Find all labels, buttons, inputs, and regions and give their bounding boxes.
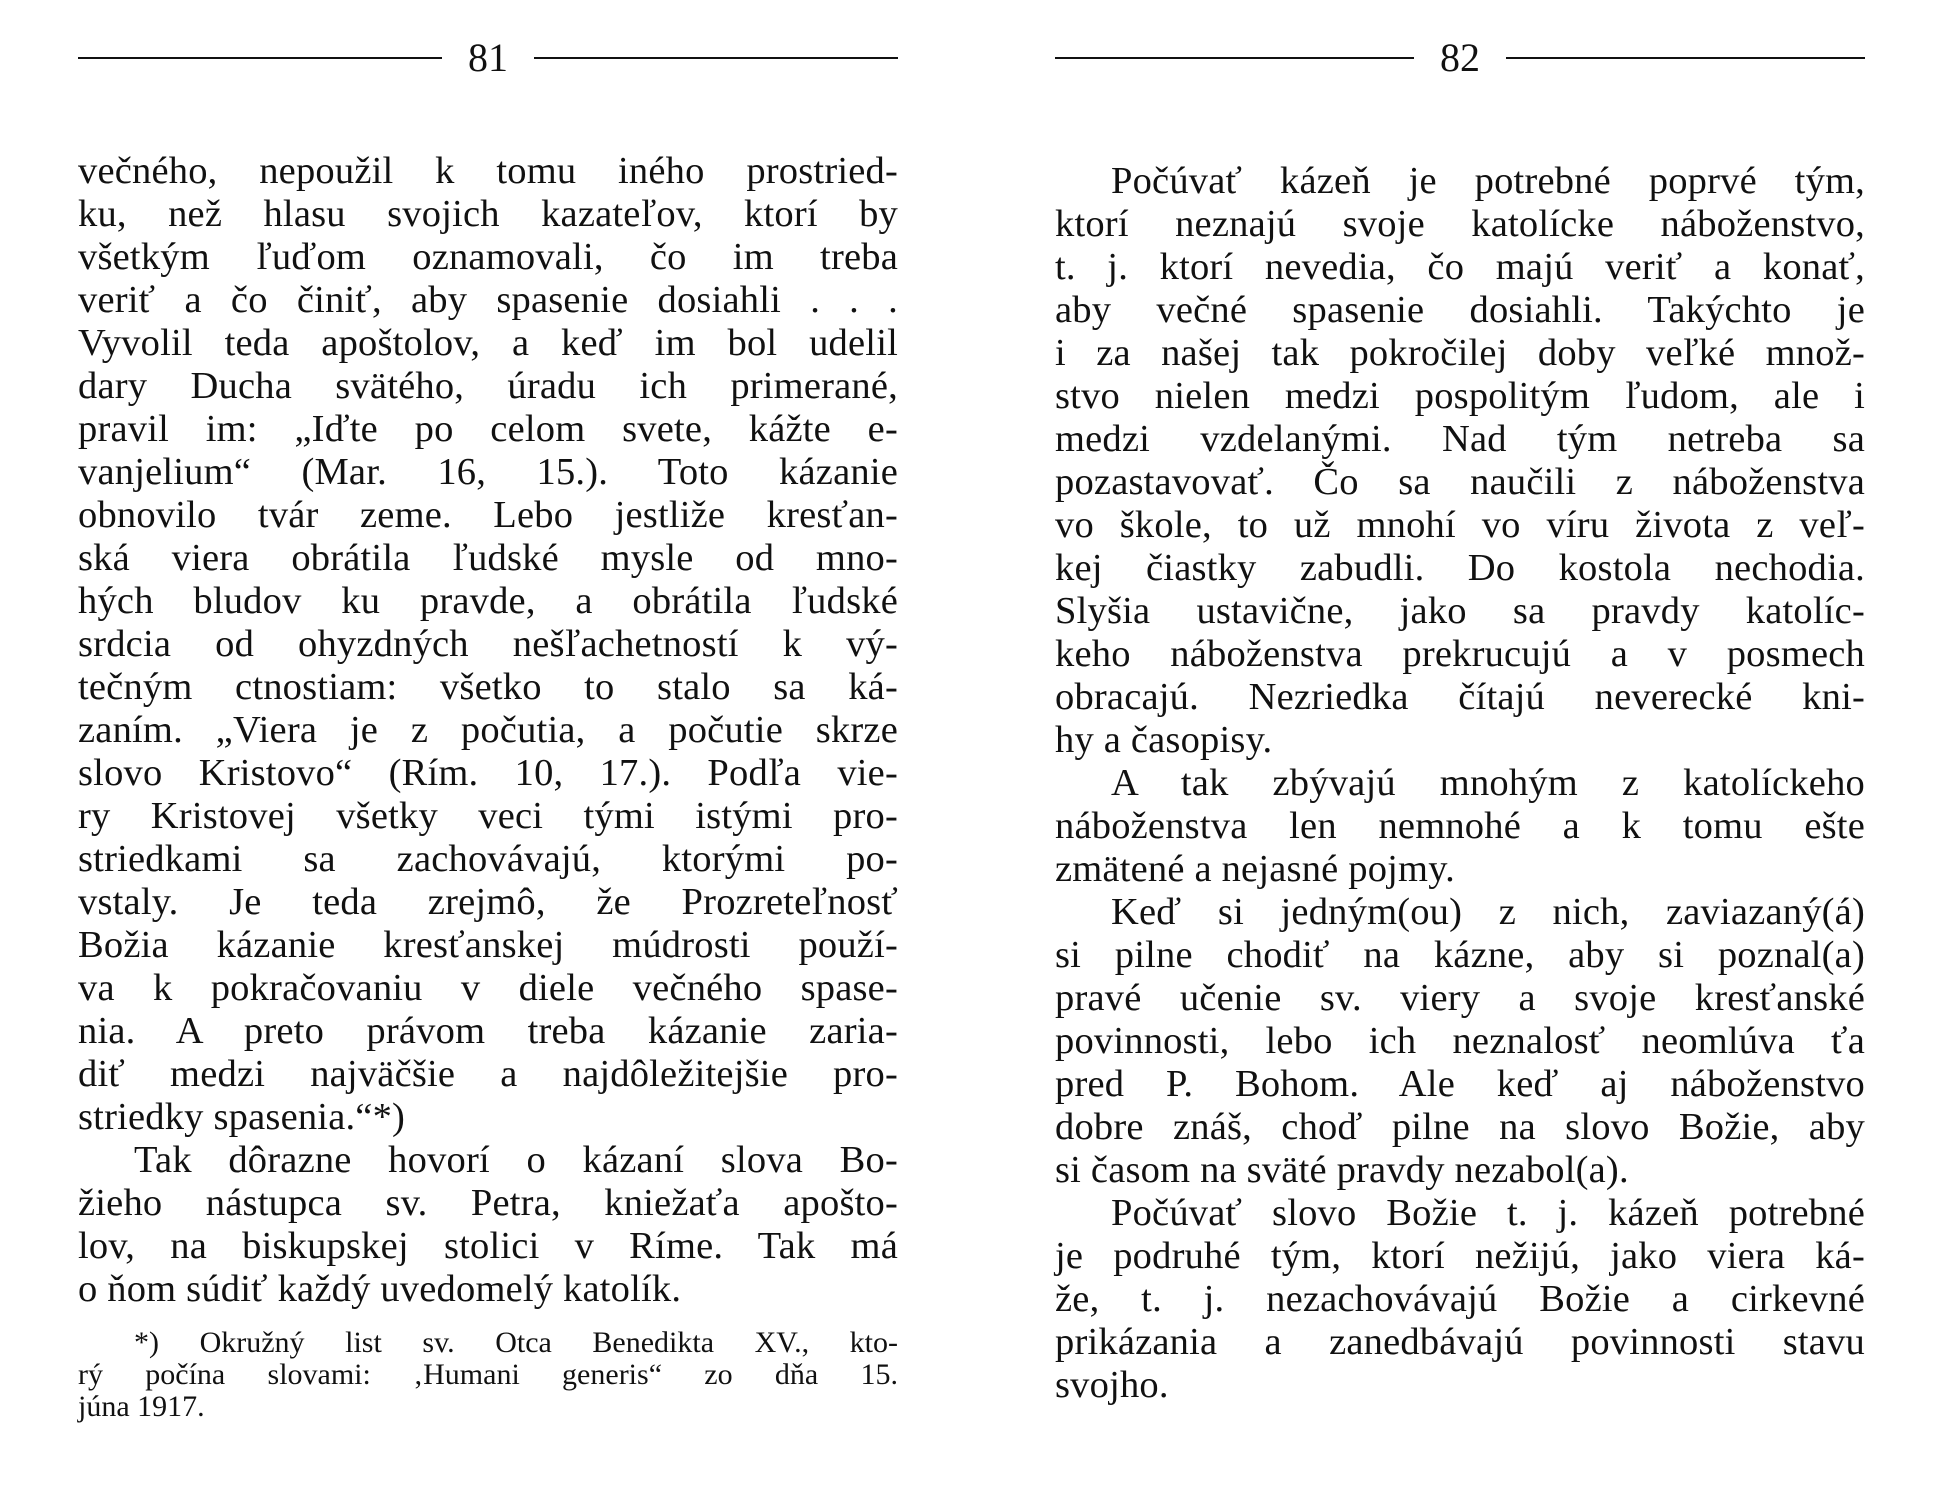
text-line: keho náboženstva prekrucujú a v posmech <box>1055 633 1865 675</box>
text-line: o ňom súdiť každý uvedomelý katolík. <box>78 1268 682 1310</box>
text-line: obracajú. Nezriedka čítajú neverecké kni- <box>1055 676 1865 718</box>
text-line: zmätené a nejasné pojmy. <box>1055 848 1455 890</box>
footnote <box>78 1327 898 1423</box>
text-line: kej čiastky zabudli. Do kostola nechodia. <box>1055 547 1865 589</box>
text-line: va k pokračovaniu v diele večného spase- <box>78 967 898 1009</box>
text-line: ku, než hlasu svojich kazateľov, ktorí by <box>78 193 898 235</box>
text-line: aby večné spasenie dosiahli. Takýchto je <box>1055 289 1865 331</box>
text-line: Počúvať kázeň je potrebné poprvé tým, <box>1111 160 1865 202</box>
text-line: že, t. j. nezachovávajú Božie a cirkevné <box>1055 1278 1865 1320</box>
left-page-body <box>78 150 898 1311</box>
text-line: vstaly. Je teda zrejmô, že Prozreteľnosť <box>78 881 898 923</box>
text-line: Slyšia ustavične, jako sa pravdy katolíc- <box>1055 590 1865 632</box>
text-line: slovo Kristovo“ (Rím. 10, 17.). Podľa vie- <box>78 752 898 794</box>
text-line: srdcia od ohyzdných nešľachetností k vý- <box>78 623 898 665</box>
text-line: pravé učenie sv. viery a svoje kresťanské <box>1055 977 1865 1019</box>
text-line: Tak dôrazne hovorí o kázaní slova Bo- <box>134 1139 898 1181</box>
header-rule <box>534 57 898 59</box>
text-line: žieho nástupca sv. Petra, kniežaťa apošto- <box>78 1182 898 1224</box>
text-line: t. j. ktorí nevedia, čo majú veriť a konať, <box>1055 246 1865 288</box>
text-line: povinnosti, lebo ich neznalosť neomlúva ťa <box>1055 1020 1865 1062</box>
text-line: ská viera obrátila ľudské mysle od mno- <box>78 537 898 579</box>
text-line: svojho. <box>1055 1364 1169 1406</box>
text-line: pravil im: „Iďte po celom svete, kážte e- <box>78 408 898 450</box>
text-line: i za našej tak pokročilej doby veľké množ- <box>1055 332 1865 374</box>
text-line: tečným ctnostiam: všetko to stalo sa ká- <box>78 666 898 708</box>
page-number: 81 <box>468 35 508 80</box>
text-line: vanjelium“ (Mar. 16, 15.). Toto kázanie <box>78 451 898 493</box>
text-line: si pilne chodiť na kázne, aby si poznal(a) <box>1055 934 1865 976</box>
page-number: 82 <box>1440 35 1480 80</box>
text-line: ry Kristovej všetky veci tými istými pro- <box>78 795 898 837</box>
text-line: pred P. Bohom. Ale keď aj náboženstvo <box>1055 1063 1865 1105</box>
text-line: hy a časopisy. <box>1055 719 1273 761</box>
text-line: obnovilo tvár zeme. Lebo jestliže kresťan- <box>78 494 898 536</box>
right-page-header <box>1055 28 1865 88</box>
text-line: všetkým ľuďom oznamovali, čo im treba <box>78 236 898 278</box>
text-line: A tak zbývajú mnohým z katolíckeho <box>1111 762 1865 804</box>
footnote-line: rý počína slovami: ‚Humani generis“ zo dňa 15. <box>78 1358 898 1391</box>
header-rule <box>1055 57 1414 59</box>
text-line: Počúvať slovo Božie t. j. kázeň potrebné <box>1111 1192 1865 1234</box>
left-page-header <box>78 28 898 88</box>
text-line: Keď si jedným(ou) z nich, zaviazaný(á) <box>1111 891 1865 933</box>
text-line: pozastavovať. Čo sa naučili z náboženstva <box>1055 461 1865 503</box>
header-rule <box>1506 57 1865 59</box>
text-line: dobre znáš, choď pilne na slovo Božie, aby <box>1055 1106 1865 1148</box>
text-line: veriť a čo činiť, aby spasenie dosiahli . . . <box>78 279 898 321</box>
text-line: zaním. „Viera je z počutia, a počutie skrze <box>78 709 898 751</box>
text-line: je podruhé tým, ktorí nežijú, jako viera ká- <box>1055 1235 1865 1277</box>
text-line: ktorí neznajú svoje katolícke náboženstvo, <box>1055 203 1865 245</box>
text-line: Vyvolil teda apoštolov, a keď im bol udelil <box>78 322 898 364</box>
text-line: večného, nepoužil k tomu iného prostried- <box>78 150 898 192</box>
text-line: hých bludov ku pravde, a obrátila ľudské <box>78 580 898 622</box>
text-line: si časom na sväté pravdy nezabol(a). <box>1055 1149 1629 1191</box>
text-line: Božia kázanie kresťanskej múdrosti použí- <box>78 924 898 966</box>
text-line: prikázania a zanedbávajú povinnosti stavu <box>1055 1321 1865 1363</box>
text-line: lov, na biskupskej stolici v Ríme. Tak má <box>78 1225 898 1267</box>
text-line: striedkami sa zachovávajú, ktorými po- <box>78 838 898 880</box>
text-line: vo škole, to už mnohí vo víru života z veľ- <box>1055 504 1865 546</box>
right-page <box>1055 28 1865 1407</box>
footnote-line: *) Okružný list sv. Otca Benedikta XV., kto- <box>134 1326 898 1359</box>
text-line: dary Ducha svätého, úradu ich primerané, <box>78 365 898 407</box>
text-line: nia. A preto právom treba kázanie zaria- <box>78 1010 898 1052</box>
text-line: náboženstva len nemnohé a k tomu ešte <box>1055 805 1865 847</box>
left-page <box>78 28 898 1423</box>
header-rule <box>78 57 442 59</box>
footnote-line: júna 1917. <box>78 1390 205 1423</box>
text-line: medzi vzdelanými. Nad tým netreba sa <box>1055 418 1865 460</box>
right-page-body <box>1055 160 1865 1407</box>
text-line: stvo nielen medzi pospolitým ľudom, ale i <box>1055 375 1865 417</box>
text-line: striedky spasenia.“*) <box>78 1096 406 1138</box>
text-line: diť medzi najväčšie a najdôležitejšie pro- <box>78 1053 898 1095</box>
